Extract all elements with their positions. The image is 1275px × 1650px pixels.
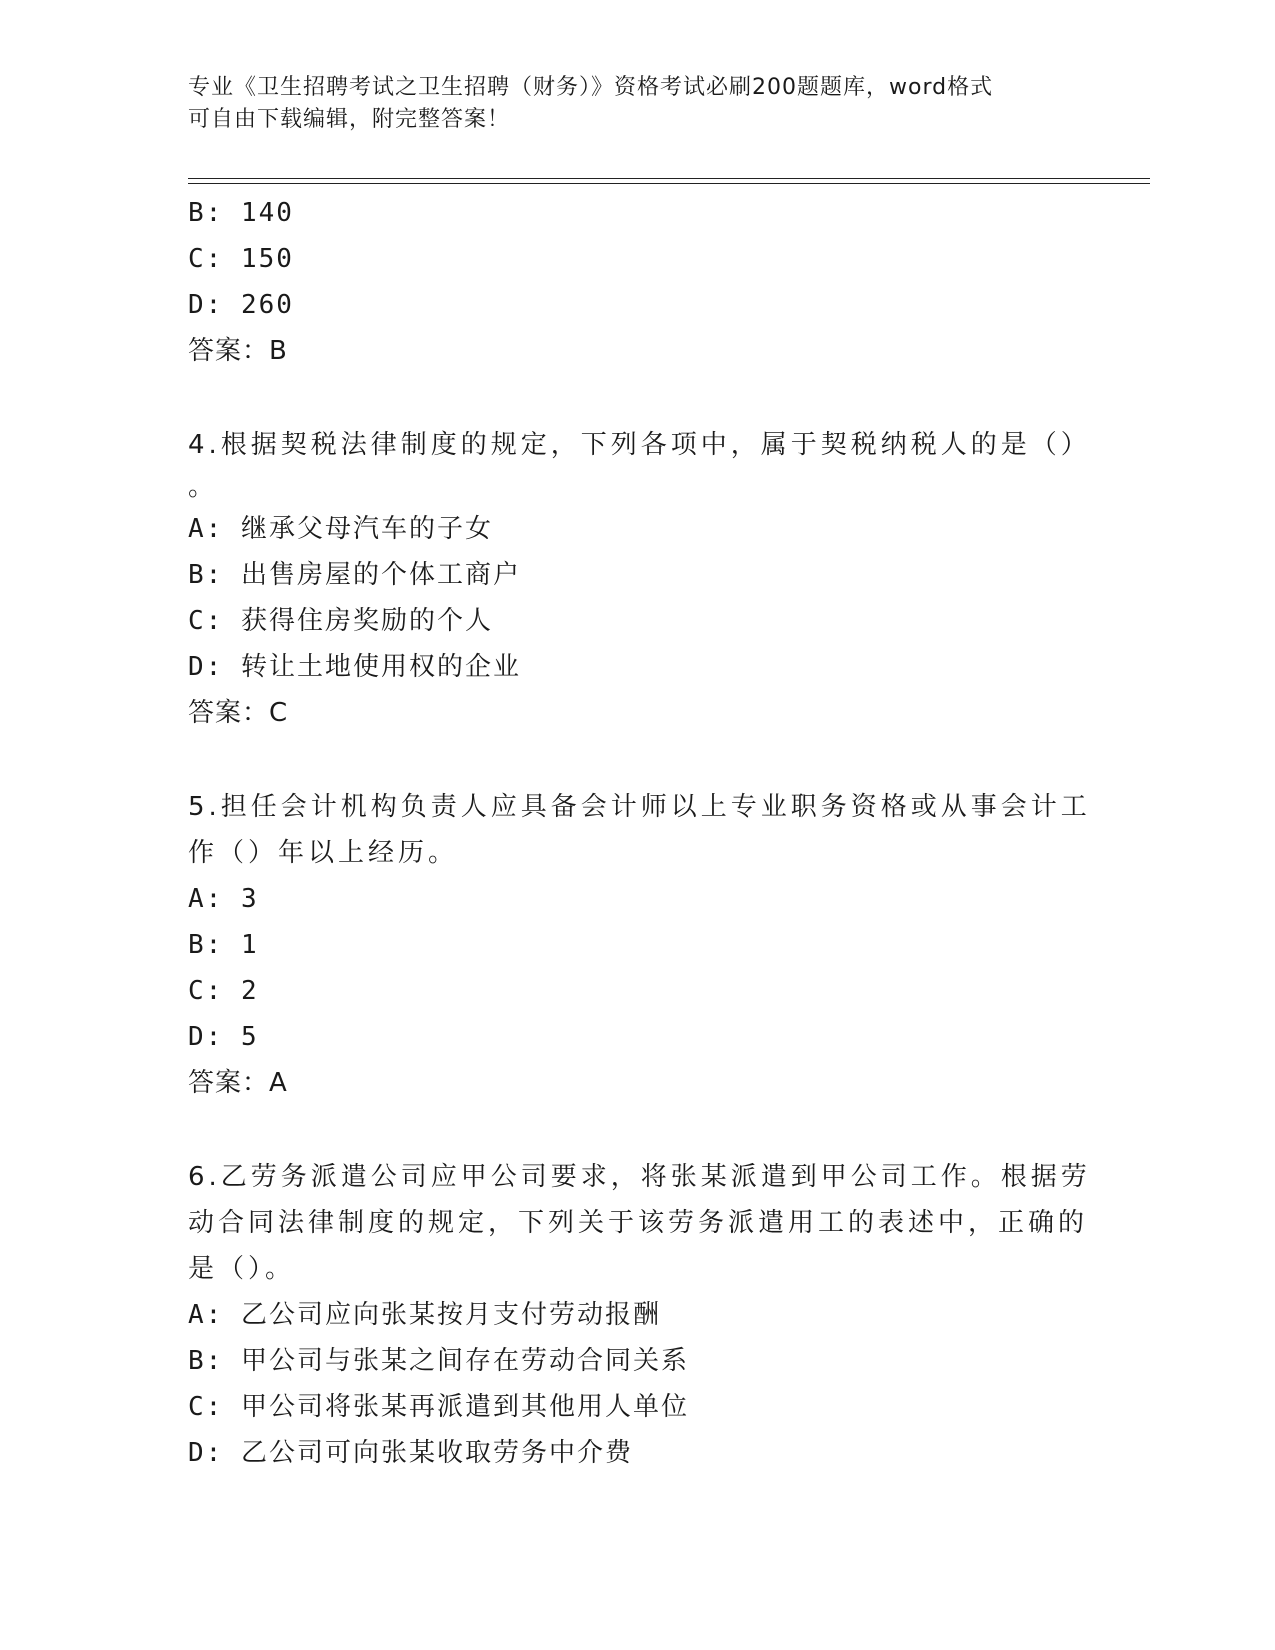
question-text-line: 5.担任会计机构负责人应具备会计师以上专业职务资格或从事会计工 bbox=[188, 792, 1091, 822]
option-b: B: 140 bbox=[188, 198, 294, 228]
option-d: D: 转让土地使用权的企业 bbox=[188, 652, 521, 682]
question-text-line: 作（）年以上经历。 bbox=[188, 838, 459, 868]
question-text-line: 6.乙劳务派遣公司应甲公司要求，将张某派遣到甲公司工作。根据劳 bbox=[188, 1162, 1091, 1192]
option-b: B: 出售房屋的个体工商户 bbox=[188, 560, 521, 590]
option-c: C: 甲公司将张某再派遣到其他用人单位 bbox=[188, 1392, 689, 1422]
option-b: B: 1 bbox=[188, 930, 259, 960]
question-text-line: 是（）。 bbox=[188, 1254, 296, 1284]
option-b: B: 甲公司与张某之间存在劳动合同关系 bbox=[188, 1346, 689, 1376]
header-line-2: 可自由下载编辑，附完整答案！ bbox=[188, 107, 511, 132]
question-text-line: 动合同法律制度的规定，下列关于该劳务派遣用工的表述中，正确的 bbox=[188, 1208, 1089, 1238]
answer: 答案：A bbox=[188, 1068, 288, 1098]
answer: 答案：B bbox=[188, 336, 288, 366]
option-c: C: 2 bbox=[188, 976, 259, 1006]
header-divider-top bbox=[188, 178, 1150, 179]
option-a: A: 乙公司应向张某按月支付劳动报酬 bbox=[188, 1300, 661, 1330]
document-header bbox=[188, 72, 1068, 136]
option-d: D: 5 bbox=[188, 1022, 259, 1052]
question-content bbox=[188, 190, 1091, 1476]
question-text-line: 。 bbox=[188, 472, 219, 502]
question-3 bbox=[188, 190, 1068, 374]
option-d: D: 260 bbox=[188, 290, 294, 320]
question-6 bbox=[188, 1154, 1091, 1476]
header-line-1: 专业《卫生招聘考试之卫生招聘（财务）》资格考试必刷200题题库，word格式 bbox=[188, 75, 994, 100]
header-divider-bottom bbox=[188, 183, 1150, 184]
option-a: A: 3 bbox=[188, 884, 259, 914]
answer: 答案：C bbox=[188, 698, 289, 728]
question-5 bbox=[188, 784, 1091, 1106]
question-text-line: 4.根据契税法律制度的规定，下列各项中，属于契税纳税人的是（） bbox=[188, 430, 1091, 460]
option-d: D: 乙公司可向张某收取劳务中介费 bbox=[188, 1438, 633, 1468]
option-a: A: 继承父母汽车的子女 bbox=[188, 514, 493, 544]
question-4 bbox=[188, 422, 1091, 736]
option-c: C: 150 bbox=[188, 244, 294, 274]
option-c: C: 获得住房奖励的个人 bbox=[188, 606, 493, 636]
